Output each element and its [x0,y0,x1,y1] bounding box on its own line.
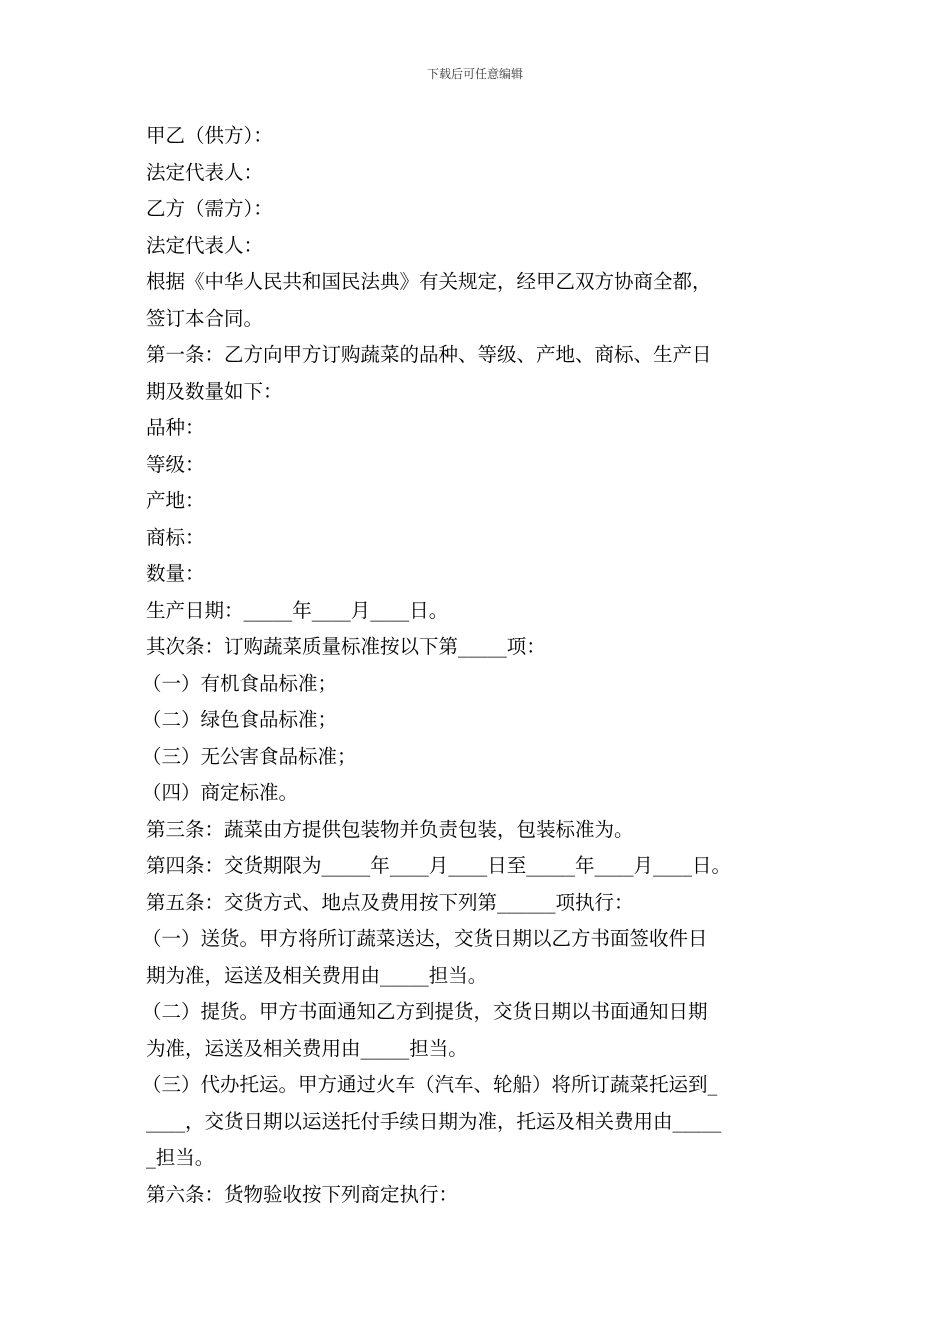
party-a-legal-representative: 法定代表人： [146,160,264,184]
party-b-legal-representative: 法定代表人： [146,233,264,257]
article-5: 第五条：交货方式、地点及费用按下列第______项执行： [146,890,634,914]
article-5-option-1-line-2: 期为准，运送及相关费用由_____担当。 [146,963,488,987]
article-1-line-1: 第一条：乙方向甲方订购蔬菜的品种、等级、产地、商标、生产日 [146,343,712,366]
article-2-option-4: （四）商定标准。 [142,781,299,804]
field-origin: 产地： [146,489,205,512]
article-5-option-2-line-1: （二）提货。甲方书面通知乙方到提货，交货日期以书面通知日期 [142,1000,708,1023]
article-5-option-3-line-2: ____，交货日期以运送托付手续日期为准，托运及相关费用由_____ [146,1109,722,1133]
article-2-option-3: （三）无公害食品标准； [142,744,357,768]
preamble-line-1: 根据《中华人民共和国民法典》有关规定，经甲乙双方协商全都， [146,270,712,293]
article-5-option-3-line-1: （三）代办托运。甲方通过火车（汽车、轮船）将所订蔬菜托运到_ [142,1073,718,1096]
field-trademark: 商标： [146,525,205,549]
article-2: 其次条：订购蔬菜质量标准按以下第_____项： [146,635,546,658]
article-3: 第三条：蔬菜由方提供包装物并负责包装，包装标准为。 [146,817,634,841]
article-5-option-3-line-3: _担当。 [146,1146,215,1169]
party-a-supplier: 甲乙（供方）： [146,124,273,147]
preamble-line-2: 签订本合同。 [146,306,264,330]
field-variety: 品种： [146,416,205,439]
article-2-option-2: （二）绿色食品标准； [142,708,338,731]
article-2-option-1: （一）有机食品标准； [142,671,338,695]
field-production-date: 生产日期：_____年____月____日。 [146,598,449,622]
article-1-line-2: 期及数量如下： [146,379,283,403]
article-5-option-2-line-2: 为准，运送及相关费用由_____担当。 [146,1036,468,1060]
field-quantity: 数量： [146,562,205,585]
article-5-option-1-line-1: （一）送货。甲方将所订蔬菜送达，交货日期以乙方书面签收件日 [142,927,708,950]
party-b-buyer: 乙方（需方）： [146,197,273,220]
contract-body [142,118,811,1213]
field-grade: 等级： [146,452,205,476]
article-4: 第四条：交货期限为_____年____月____日至_____年____月____日。 [146,854,732,877]
page-header-note: 下载后可任意编辑 [426,67,523,81]
article-6: 第六条：货物验收按下列商定执行： [146,1182,459,1206]
